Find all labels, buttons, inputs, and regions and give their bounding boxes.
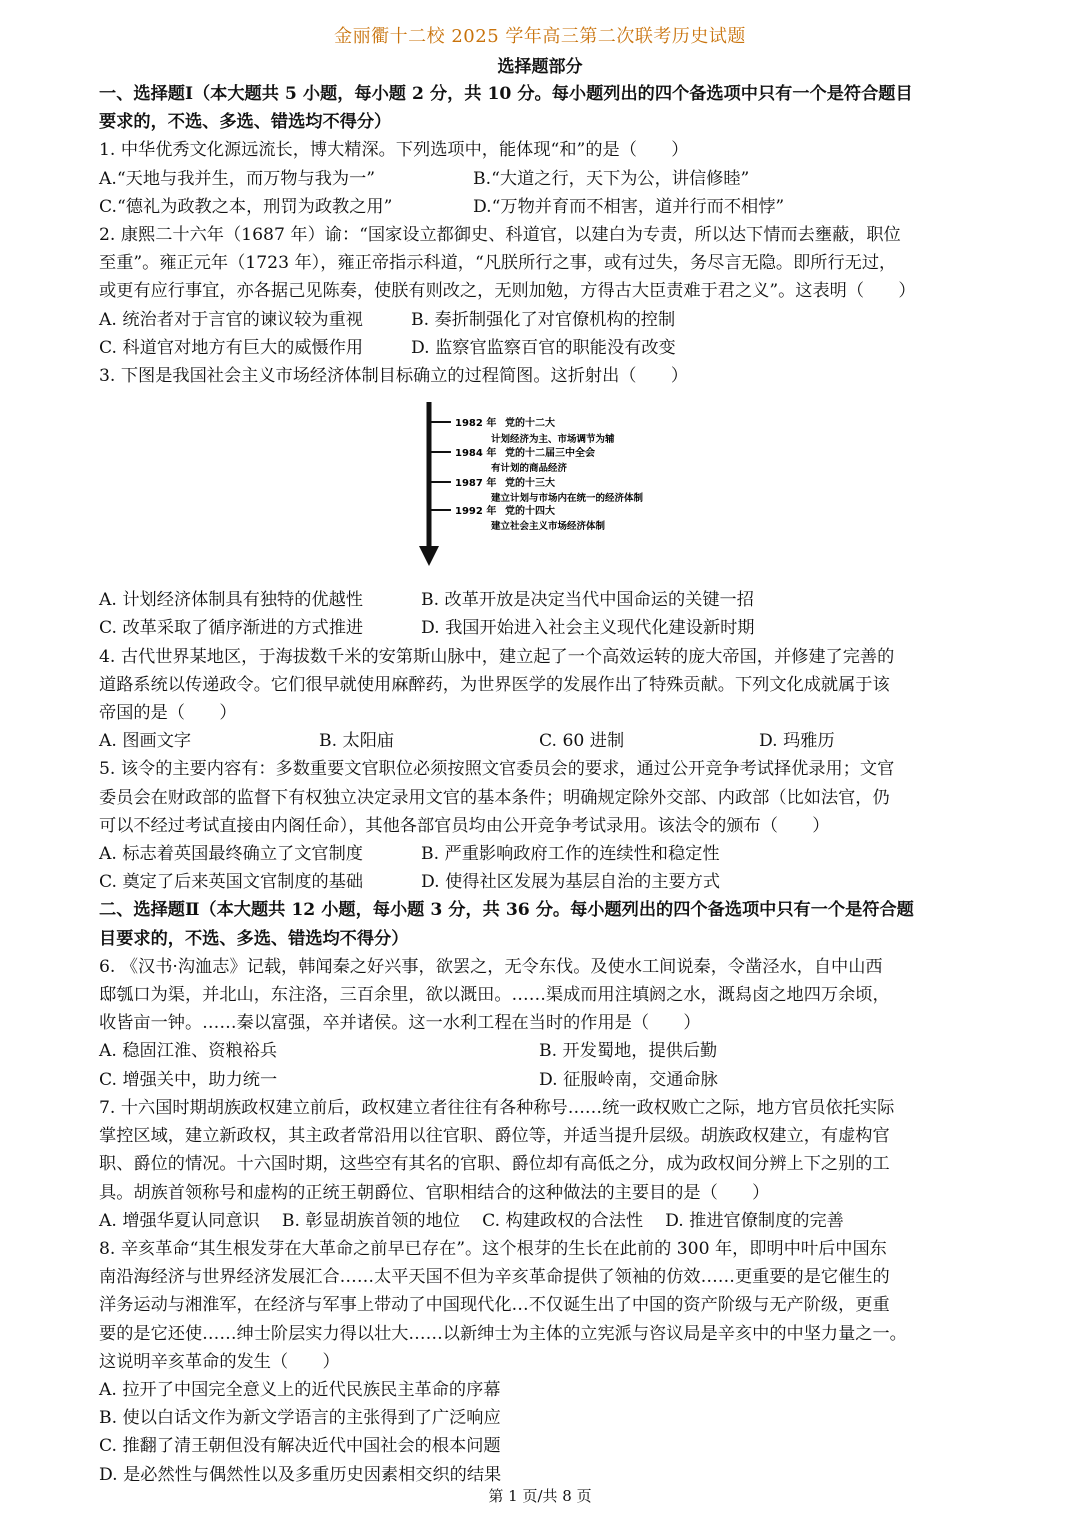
q7-option-a: A. 增强华夏认同意识: [99, 1210, 260, 1231]
q7-stem-line2: 掌控区域，建立新政权，其主政者常沿用以往官职、爵位等，并适当提升层级。胡族政权建立，有虚构官: [99, 1126, 890, 1147]
timeline-content-3: 建立计划与市场内在统一的经济体制: [491, 493, 644, 505]
q7-stem-line4: 具。胡族首领称号和虚构的正统王朝爵位、官职相结合的这种做法的主要目的是（ ）: [99, 1182, 770, 1203]
q3-option-a: A. 计划经济体制具有独特的优越性: [99, 590, 363, 611]
timeline-content-1: 计划经济为主、市场调节为辅: [491, 434, 615, 446]
q5-option-c: C. 奠定了后来英国文官制度的基础: [99, 872, 364, 893]
section2-heading-cont: 目要求的，不选、多选、错选均不得分）: [99, 928, 409, 949]
q5-option-b: B. 严重影响政府工作的连续性和稳定性: [421, 844, 720, 865]
q3-option-d: D. 我国开始进入社会主义现代化建设新时期: [421, 618, 755, 639]
timeline-event-3: 党的十三大: [505, 478, 555, 490]
timeline-content-4: 建立社会主义市场经济体制: [491, 521, 606, 533]
q6-stem-line3: 收皆亩一钟。……秦以富强，卒并诸侯。这一水利工程在当时的作用是（ ）: [99, 1013, 701, 1034]
q4-stem-line3: 帝国的是（ ）: [99, 703, 237, 724]
exam-content: [99, 80, 989, 1489]
q4-option-d: D. 玛雅历: [759, 731, 835, 752]
q1-option-b: B.“大道之行，天下为公，讲信修睦”: [473, 168, 750, 189]
timeline-year-3: 1987 年: [455, 478, 497, 490]
timeline-content-2: 有计划的商品经济: [491, 463, 568, 475]
q2-options-row2: [99, 334, 989, 362]
q6-option-a: A. 稳固江淮、资粮裕兵: [99, 1041, 278, 1062]
q1-option-c: C.“德礼为政教之本，刑罚为政教之用”: [99, 196, 393, 217]
q2-stem-line2: 至重”。雍正元年（1723 年），雍正帝指示科道，“凡朕所行之事，或有过失，务尽言无隐。即所行无过，: [99, 253, 897, 274]
q8-option-b: B. 使以白话文作为新文学语言的主张得到了广泛响应: [99, 1408, 501, 1429]
q2-option-b: B. 奏折制强化了对官僚机构的控制: [411, 309, 676, 330]
q8-stem-line4: 要的是它还使……绅士阶层实力得以壮大……以新绅士为主体的立宪派与咨议局是辛亥中的中坚力量之一。: [99, 1323, 907, 1344]
q8-stem-line5: 这说明辛亥革命的发生（ ）: [99, 1351, 340, 1372]
q2-option-d: D. 监察官监察百官的职能没有改变: [411, 337, 676, 358]
q8-stem-line3: 洋务运动与湘淮军，在经济与军事上带动了中国现代化…不仅诞生出了中国的资产阶级与无产阶级，更重: [99, 1295, 890, 1316]
q7-stem-line1: 7. 十六国时期胡族政权建立前后，政权建立者往往有各种称号……统一政权败亡之际，地方官员依托实际: [99, 1097, 895, 1118]
q6-options-row2: [99, 1066, 989, 1094]
q5-stem-line3: 可以不经过考试直接由内阁任命），其他各部官员均由公开竞争考试录用。该法令的颁布（ ）: [99, 815, 830, 836]
q4-option-b: B. 太阳庙: [319, 731, 395, 752]
q7-option-b: B. 彰显胡族首领的地位: [281, 1210, 461, 1231]
q5-option-a: A. 标志着英国最终确立了文官制度: [99, 844, 363, 865]
q3-options-row1: [99, 586, 989, 614]
q1-stem: 1. 中华优秀文化源远流长，博大精深。下列选项中，能体现“和”的是（ ）: [99, 140, 689, 161]
q2-options-row1: [99, 306, 989, 334]
q2-option-a: A. 统治者对于言官的谏议较为重视: [99, 309, 363, 330]
exam-title: 金丽衢十二校 2025 学年高三第二次联考历史试题: [334, 26, 746, 47]
q5-stem-line2: 委员会在财政部的监督下有权独立决定录用文官的基本条件；明确规定除外交部、内政部（比如法官，仍: [99, 787, 890, 808]
q4-stem-line2: 道路系统以传递政令。它们很早就使用麻醉药，为世界医学的发展作出了特殊贡献。下列文化成就属于该: [99, 674, 890, 695]
timeline-event-1: 党的十二大: [505, 418, 555, 430]
q1-options-row2: [99, 193, 989, 221]
section-subtitle: 选择题部分: [497, 57, 583, 77]
page-number: 第 1 页/共 8 页: [488, 1487, 592, 1505]
q3-option-b: B. 改革开放是决定当代中国命运的关键一招: [421, 590, 754, 611]
timeline-diagram: [419, 400, 679, 578]
q5-options-row2: [99, 868, 989, 896]
q7-stem-line3: 职、爵位的情况。十六国时期，这些空有其名的官职、爵位却有高低之分，成为政权间分辨上下之别的工: [99, 1154, 890, 1175]
q4-options-row: [99, 727, 989, 755]
q2-stem-line3: 或更有应行事宜，亦各据己见陈奏，使朕有则改之，无则加勉，方得古大臣责难于君之义”。这表明（ ）: [99, 281, 916, 302]
q8-option-a: A. 拉开了中国完全意义上的近代民族民主革命的序幕: [99, 1379, 501, 1400]
timeline-year-1: 1982 年: [455, 418, 497, 430]
timeline-event-2: 党的十二届三中全会: [505, 448, 595, 460]
q8-stem-line2: 南沿海经济与世界经济发展汇合……太平天国不但为辛亥革命提供了领袖的仿效……更重要的是它催生的: [99, 1267, 890, 1288]
q1-option-d: D.“万物并育而不相害，道并行而不相悖”: [473, 196, 785, 217]
timeline-arrowhead: [419, 546, 439, 566]
q4-stem-line1: 4. 古代世界某地区，于海拔数千米的安第斯山脉中，建立起了一个高效运转的庞大帝国，并修建了完善的: [99, 646, 895, 667]
q7-options-row: [99, 1207, 989, 1235]
q7-option-d: D. 推进官僚制度的完善: [665, 1210, 844, 1231]
q4-option-a: A. 图画文字: [99, 731, 192, 752]
q6-stem-line2: 邸瓠口为渠，并北山，东注洛，三百余里，欲以溉田。……渠成而用注填阏之水，溉舄卤之地四万余顷，: [99, 985, 890, 1006]
q5-options-row1: [99, 840, 989, 868]
q2-option-c: C. 科道官对地方有巨大的威慑作用: [99, 337, 364, 358]
q1-option-a: A.“天地与我并生，而万物与我为一”: [99, 168, 376, 189]
q6-option-d: D. 征服岭南，交通命脉: [539, 1069, 718, 1090]
section2-heading: 二、选择题Ⅱ（本大题共 12 小题，每小题 3 分，共 36 分。每小题列出的四个备选项中只有一个是符合题: [99, 900, 914, 921]
q6-option-c: C. 增强关中，助力统一: [99, 1069, 278, 1090]
q6-stem-line1: 6. 《汉书·沟洫志》记载，韩闻秦之好兴事，欲罢之，无令东伐。及使水工间说秦，令凿泾水，自中山西: [99, 956, 883, 977]
q5-stem-line1: 5. 该令的主要内容有：多数重要文官职位必须按照文官委员会的要求，通过公开竞争考试择优录用；文官: [99, 759, 895, 780]
q5-option-d: D. 使得社区发展为基层自治的主要方式: [421, 872, 721, 893]
timeline-year-2: 1984 年: [455, 448, 497, 460]
q8-option-d: D. 是必然性与偶然性以及多重历史因素相交织的结果: [99, 1464, 502, 1485]
q8-stem-line1: 8. 辛亥革命“其生根发芽在大革命之前早已存在”。这个根芽的生长在此前的 300 年，即明中叶后中国东: [99, 1238, 887, 1259]
section1-heading-cont: 要求的，不选、多选、错选均不得分）: [99, 112, 392, 133]
section1-heading: 一、选择题Ⅰ（本大题共 5 小题，每小题 2 分，共 10 分。每小题列出的四个备选项中只有一个是符合题目: [99, 84, 913, 104]
q3-option-c: C. 改革采取了循序渐进的方式推进: [99, 618, 364, 639]
q3-options-row2: [99, 614, 989, 642]
timeline-event-4: 党的十四大: [505, 506, 555, 518]
q6-option-b: B. 开发蜀地，提供后勤: [539, 1041, 718, 1062]
q3-stem: 3. 下图是我国社会主义市场经济体制目标确立的过程简图。这折射出（ ）: [99, 366, 689, 387]
timeline-year-4: 1992 年: [455, 506, 497, 518]
q8-option-c: C. 推翻了清王朝但没有解决近代中国社会的根本问题: [99, 1436, 501, 1457]
q6-options-row1: [99, 1037, 989, 1065]
q2-stem-line1: 2. 康熙二十六年（1687 年）谕：“国家设立都御史、科道官，以建白为专责，所以达下情而去壅蔽，职位: [99, 225, 901, 246]
q1-options-row1: [99, 165, 989, 193]
q3-timeline-figure: [99, 400, 989, 580]
q7-option-c: C. 构建政权的合法性: [482, 1210, 644, 1231]
q4-option-c: C. 60 进制: [539, 731, 625, 752]
